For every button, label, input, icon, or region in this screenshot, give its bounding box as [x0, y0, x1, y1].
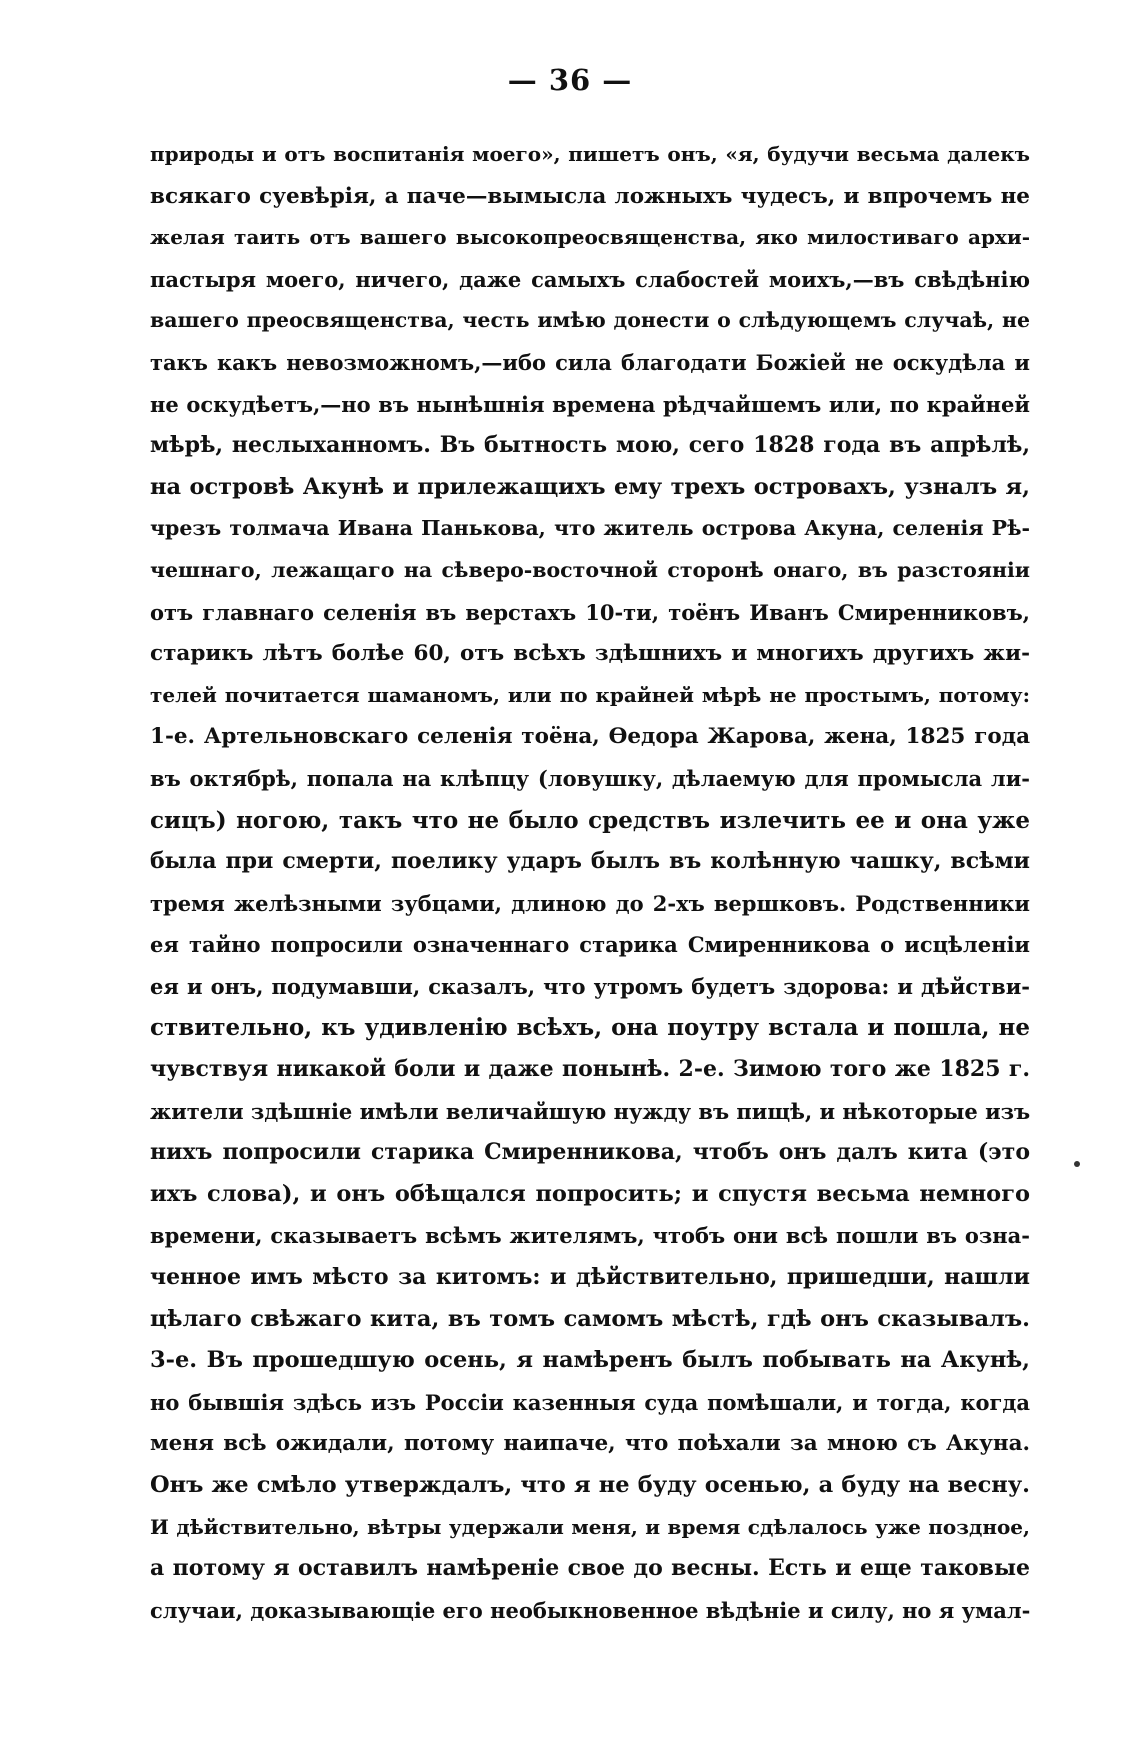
text-line: тремя желѣзными зубцами, длиною до 2-хъ вершковъ. Родственники [150, 890, 1030, 916]
text-line: телей почитается шаманомъ, или по крайней мѣрѣ не простымъ, потому: [150, 682, 1030, 707]
text-line: старикъ лѣтъ болѣе 60, отъ всѣхъ здѣшнихъ и многихъ другихъ жи- [150, 641, 1030, 667]
text-line: меня всѣ ожидали, потому наипаче, что поѣхали за мною съ Акуна. [150, 1431, 1030, 1457]
text-line: была при смерти, поелику ударъ былъ въ колѣнную чашку, всѣми [150, 848, 1030, 875]
text-line: отъ главнаго селенія въ верстахъ 10-ти, тоёнъ Иванъ Смиренниковъ, [150, 599, 1030, 625]
text-line: чрезъ толмача Ивана Панькова, что житель острова Акуна, селенія Рѣ- [150, 516, 1030, 541]
text-line: въ октябрѣ, попала на клѣпцу (ловушку, дѣлаемую для промысла ли- [150, 765, 1030, 791]
text-line: сицъ) ногою, такъ что не было средствъ излечить ее и она уже [150, 806, 1030, 834]
text-line: цѣлаго свѣжаго кита, въ томъ самомъ мѣстѣ, гдѣ онъ сказывалъ. [150, 1305, 1030, 1332]
text-line: чешнаго, лежащаго на сѣверо-восточной сторонѣ онаго, въ разстояніи [150, 557, 1030, 582]
text-line: вашего преосвященства, честь имѣю донести о слѣдующемъ случаѣ, не [150, 308, 1030, 333]
text-line: ченное имъ мѣсто за китомъ: и дѣйствительно, пришедши, нашли [150, 1264, 1030, 1291]
text-line: чувствуя никакой боли и даже понынѣ. 2-е. Зимою того же 1825 г. [150, 1056, 1030, 1083]
text-line: ея и онъ, подумавши, сказалъ, что утромъ будетъ здорова: и дѣйстви- [150, 973, 1030, 999]
text-line: времени, сказываетъ всѣмъ жителямъ, чтобъ они всѣ пошли въ озна- [150, 1223, 1030, 1249]
text-line: желая таить отъ вашего высокопреосвященства, яко милостиваго архи- [150, 225, 1030, 250]
text-line: пастыря моего, ничего, даже самыхъ слабостей моихъ,—въ свѣдѣнію [150, 266, 1030, 292]
text-line: природы и отъ воспитанія моего», пишетъ онъ, «я, будучи весьма далекъ [150, 142, 1030, 166]
text-line: нихъ попросили старика Смиренникова, чтобъ онъ далъ кита (это [150, 1139, 1030, 1166]
text-line: ея тайно попросили означеннаго старика Смиренникова о исцѣленіи [150, 932, 1030, 958]
text-line: а потому я оставилъ намѣреніе свое до весны. Есть и еще таковые [150, 1555, 1030, 1582]
text-line: всякаго суевѣрія, а паче—вымысла ложныхъ чудесъ, и впрочемъ не [150, 183, 1030, 209]
text-line: но бывшія здѣсь изъ Россіи казенныя суда помѣшали, и тогда, когда [150, 1389, 1030, 1415]
text-line: случаи, доказывающіе его необыкновенное вѣдѣніе и силу, но я умал- [150, 1597, 1030, 1623]
text-line: на островѣ Акунѣ и прилежащихъ ему трехъ островахъ, узналъ я, [150, 473, 1030, 500]
body-text [150, 134, 1030, 1631]
text-line: жители здѣшніе имѣли величайшую нужду въ пищѣ, и нѣкоторые изъ [150, 1098, 1030, 1124]
page-number: — 36 — [507, 63, 633, 97]
text-line: 3-е. Въ прошедшую осень, я намѣренъ былъ побывать на Акунѣ, [150, 1347, 1030, 1374]
text-line: 1-е. Артельновскаго селенія тоёна, Ѳедора Жарова, жена, 1825 года [150, 724, 1030, 750]
print-speck [1074, 1161, 1080, 1167]
text-line: не оскудѣетъ,—но въ нынѣшнія времена рѣдчайшемъ или, по крайней [150, 391, 1030, 417]
text-line: И дѣйствительно, вѣтры удержали меня, и время сдѣлалось уже поздное, [150, 1514, 1030, 1539]
text-line: Онъ же смѣло утверждалъ, что я не буду осенью, а буду на весну. [150, 1472, 1030, 1498]
text-line: мѣрѣ, неслыханномъ. Въ бытность мою, сего 1828 года въ апрѣлѣ, [150, 432, 1030, 459]
text-line: такъ какъ невозможномъ,—ибо сила благодати Божіей не оскудѣла и [150, 349, 1030, 375]
text-line: ствительно, къ удивленію всѣхъ, она поутру встала и пошла, не [150, 1014, 1030, 1042]
text-line: ихъ слова), и онъ обѣщался попросить; и спустя весьма немного [150, 1180, 1030, 1207]
